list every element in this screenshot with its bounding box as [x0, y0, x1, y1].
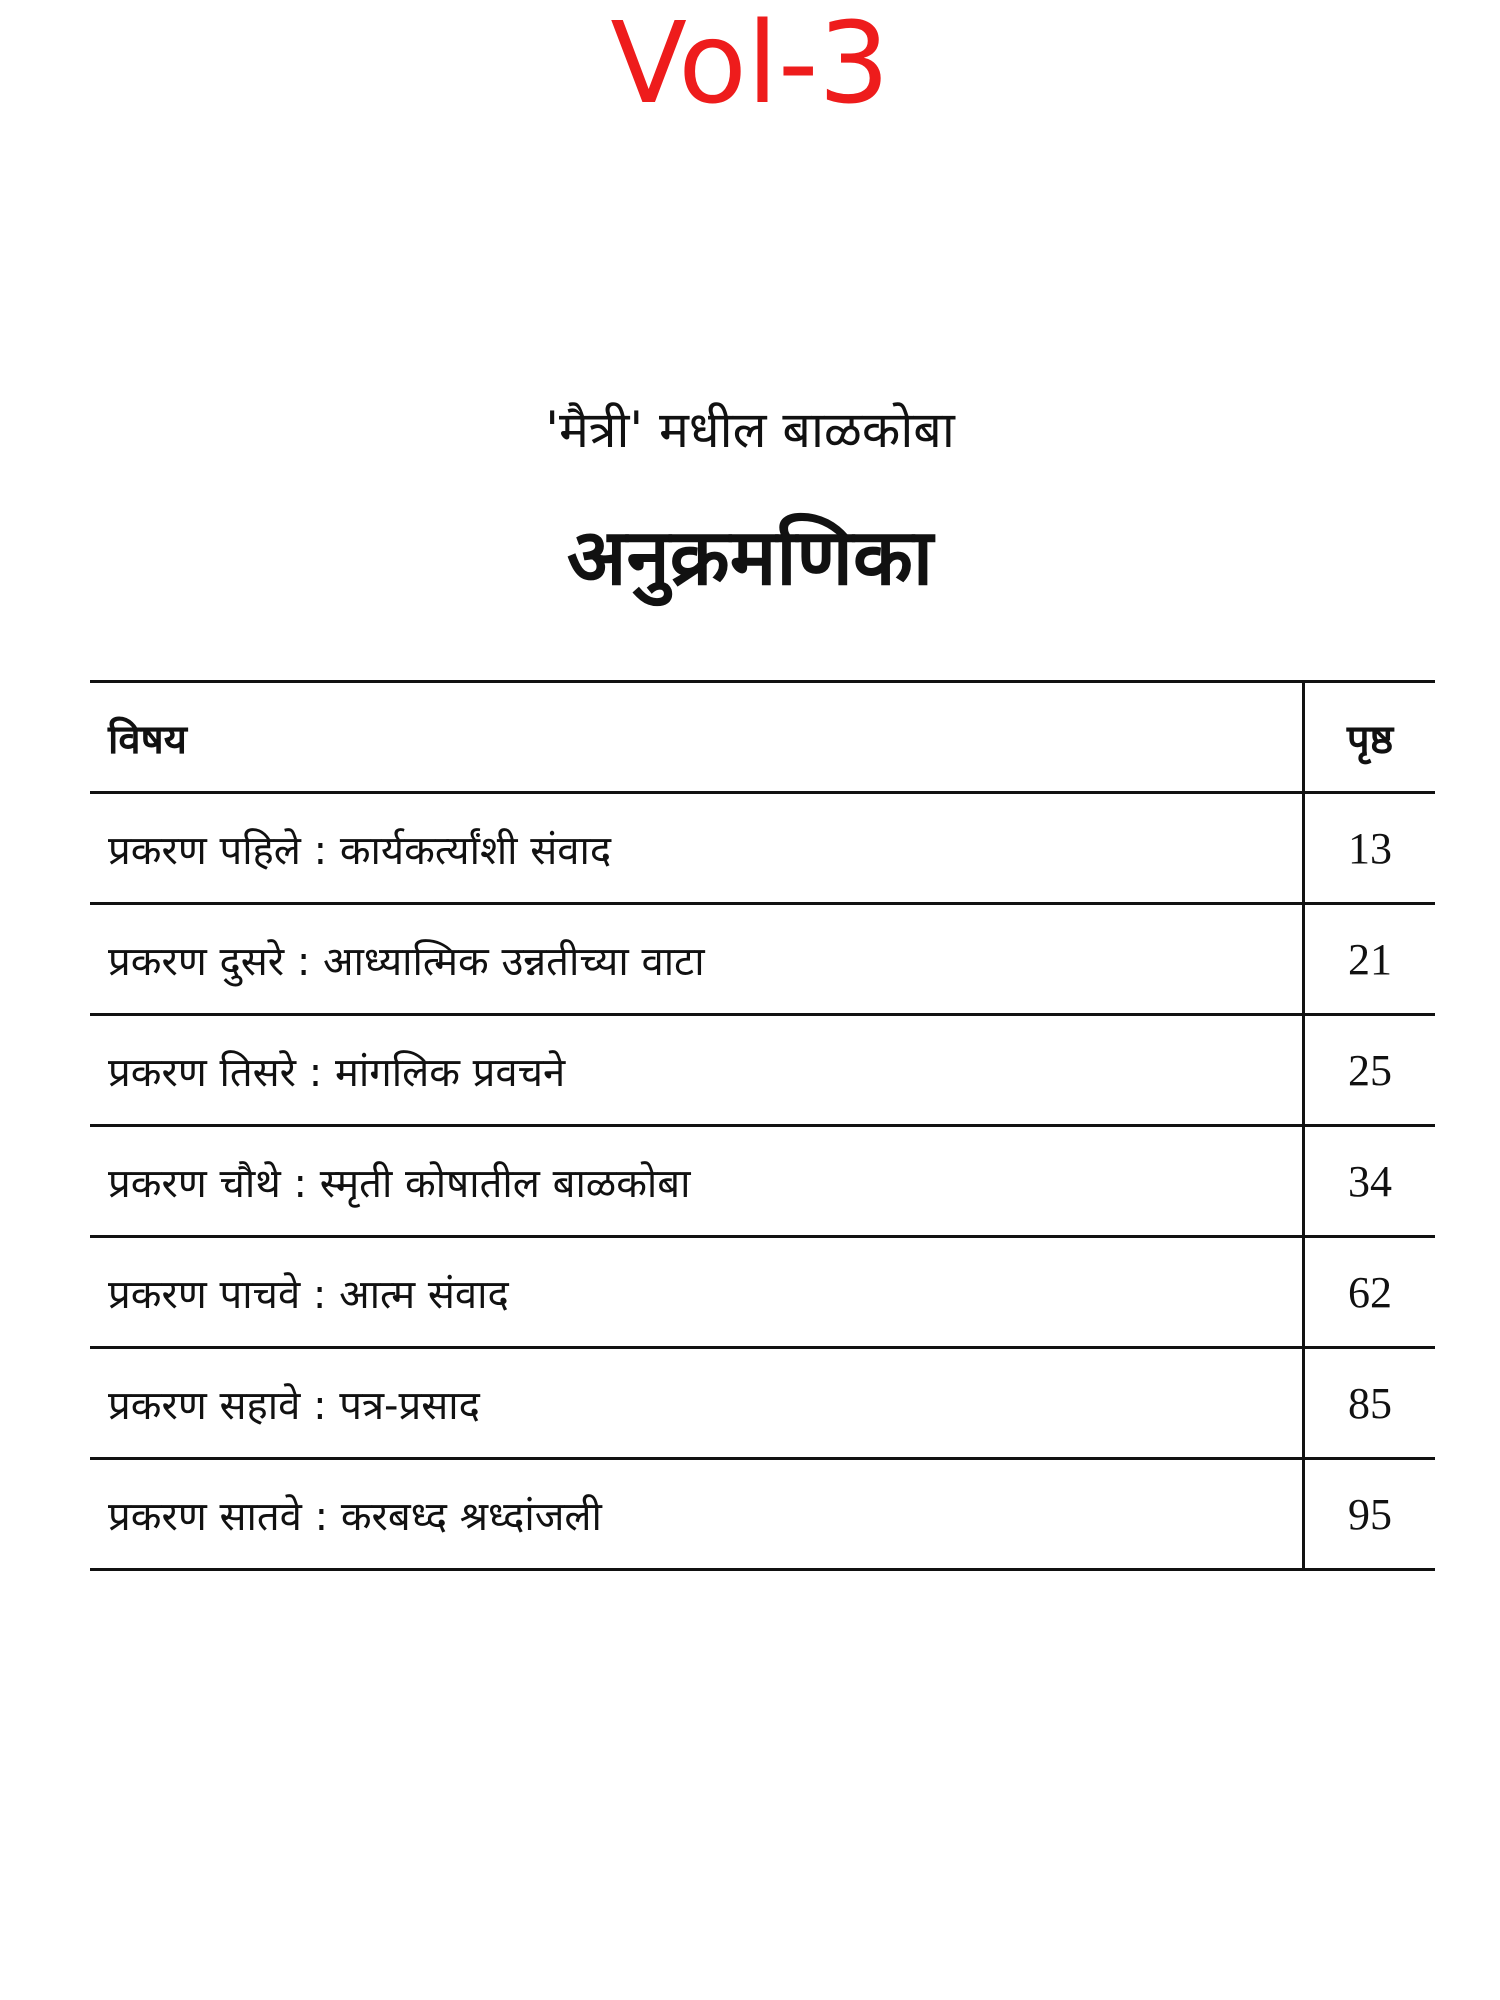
page-number: 34: [1304, 1126, 1436, 1237]
table-row: [90, 1459, 1435, 1570]
page-column-header: पृष्ठ: [1304, 682, 1436, 793]
table-row: [90, 1015, 1435, 1126]
table-row: [90, 904, 1435, 1015]
chapter-title: प्रकरण सातवे : करबध्द श्रध्दांजली: [108, 1493, 602, 1540]
page-number: 85: [1304, 1348, 1436, 1459]
table-row: [90, 793, 1435, 904]
chapter-title: प्रकरण पहिले : कार्यकर्त्यांशी संवाद: [108, 827, 612, 874]
page-number: 95: [1304, 1459, 1436, 1570]
chapter-title: प्रकरण सहावे : पत्र-प्रसाद: [108, 1382, 480, 1429]
chapter-title: प्रकरण पाचवे : आत्म संवाद: [108, 1271, 509, 1318]
chapter-title: प्रकरण दुसरे : आध्यात्मिक उन्नतीच्या वाटा: [108, 938, 705, 985]
table-row: [90, 1348, 1435, 1459]
page-number: 25: [1304, 1015, 1436, 1126]
subject-column-header: विषय: [108, 716, 187, 763]
chapter-title: प्रकरण तिसरे : मांगलिक प्रवचने: [108, 1049, 566, 1096]
chapter-title: प्रकरण चौथे : स्मृती कोषातील बाळकोबा: [108, 1160, 691, 1207]
volume-label: Vol-3: [610, 0, 890, 129]
page-number: 62: [1304, 1237, 1436, 1348]
page-title: अनुक्रमणिका: [566, 513, 934, 603]
book-subtitle: 'मैत्री' मधील बाळकोबा: [545, 401, 955, 459]
page-number: 21: [1304, 904, 1436, 1015]
table-row: [90, 1237, 1435, 1348]
table-of-contents: [90, 680, 1435, 1571]
table-header-row: [90, 682, 1435, 793]
page-number: 13: [1304, 793, 1436, 904]
table-row: [90, 1126, 1435, 1237]
